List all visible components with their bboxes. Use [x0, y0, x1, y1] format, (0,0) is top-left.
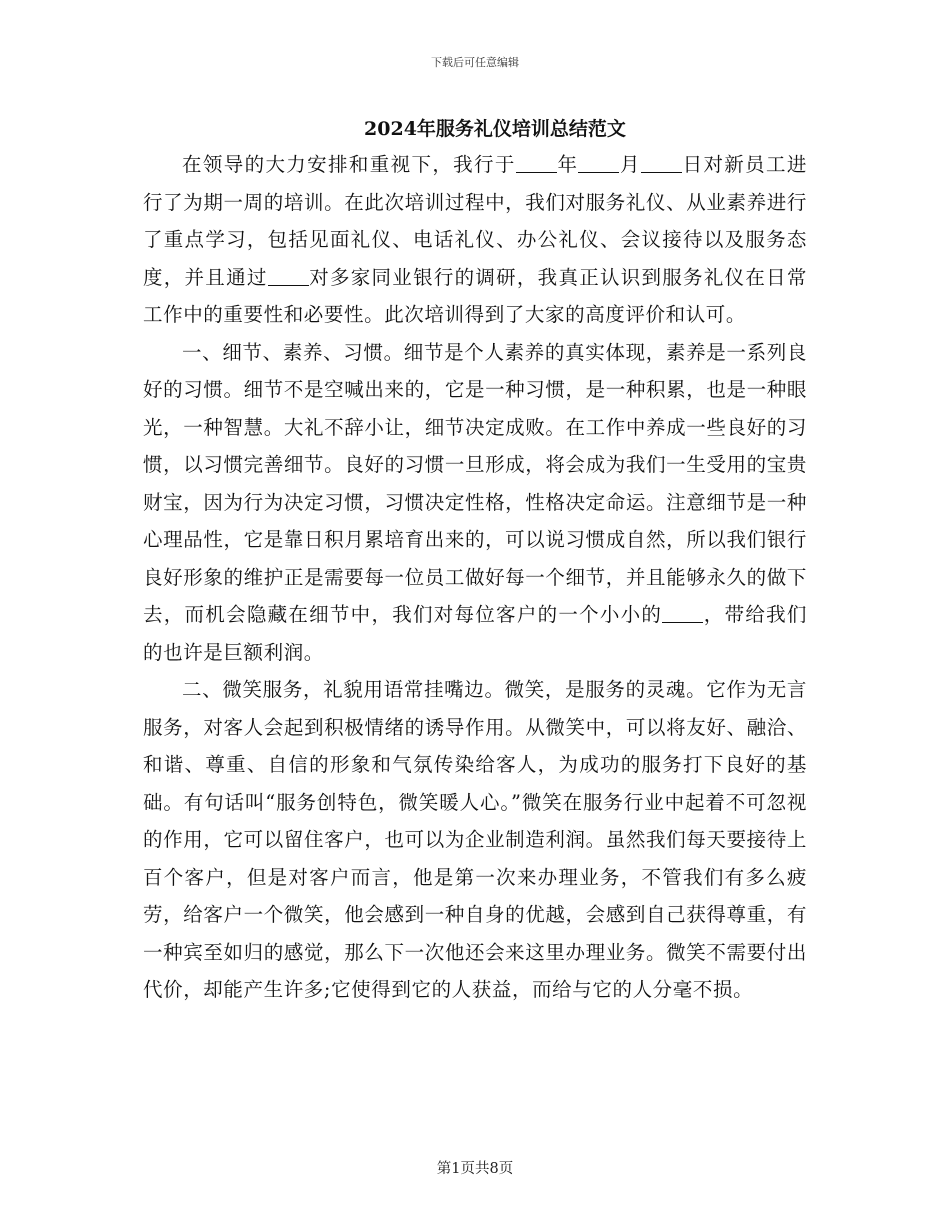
intro-text-5: 对多家同业银行的调研，我真正认识到服务礼仪在日常工作中的重要性和必要性。此次培训得到了大家的高度评价和认可。 [143, 265, 808, 326]
blank-field [516, 153, 557, 174]
intro-paragraph [143, 146, 807, 334]
intro-text-3: 月 [619, 153, 641, 176]
intro-text-1: 在领导的大力安排和重视下，我行于 [182, 153, 516, 176]
intro-text-4: 日对新员工进行了为期一周的培训。在此次培训过程中，我们对服务礼仪、从业素养进行了重点学习，包括见面礼仪、电话礼仪、办公礼仪、会议接待以及服务态度，并且通过 [143, 153, 807, 289]
blank-field [641, 153, 682, 174]
intro-text-2: 年 [556, 153, 579, 176]
section-1-text-2: ，带给我们的也许是巨额利润。 [143, 603, 807, 664]
section-1-text-1: 一、细节、素养、习惯。细节是个人素养的真实体现，素养是一系列良好的习惯。细节不是空喊出来的，它是一种习惯，是一种积累，也是一种眼光，一种智慧。大礼不辞小让，细节决定成败。在工作中养成一些良好的习惯，以习惯完善细节。良好的习惯一旦形成，将会成为我们一生受用的宝贵财宝，因为行为决定习惯，习惯决定性格，性格决定命运。注意细节是一种心理品性，它是靠日积月累培育出来的，可以说习惯成自然，所以我们银行良好形象的维护正是需要每一位员工做好每一个细节，并且能够永久的做下去，而机会隐藏在细节中，我们对每位客户的一个小小的 [143, 340, 807, 626]
document-body [143, 146, 807, 1009]
document-title: 2024年服务礼仪培训总结范文 [364, 118, 626, 140]
header-note: 下载后可任意编辑 [431, 56, 519, 69]
section-2-paragraph: 二、微笑服务，礼貌用语常挂嘴边。微笑，是服务的灵魂。它作为无言服务，对客人会起到积极情绪的诱导作用。从微笑中，可以将友好、融洽、和谐、尊重、自信的形象和气氛传染给客人，为成功的服务打下良好的基础。有句话叫“服务创特色，微笑暖人心。”微笑在服务行业中起着不可忽视的作用，它可以留住客户，也可以为企业制造利润。虽然我们每天要接待上百个客户，但是对客户而言，他是第一次来办理业务，不管我们有多么疲劳，给客户一个微笑，他会感到一种自身的优越，会感到自己获得尊重，有一种宾至如归的感觉，那么下一次他还会来这里办理业务。微笑不需要付出代价，却能产生许多;它使得到它的人获益，而给与它的人分毫不损。 [143, 678, 807, 1001]
blank-field [578, 153, 619, 174]
page-number: 第1页共8页 [436, 1161, 514, 1177]
blank-field [662, 603, 703, 624]
blank-field [268, 265, 309, 286]
section-1-paragraph [143, 334, 807, 672]
